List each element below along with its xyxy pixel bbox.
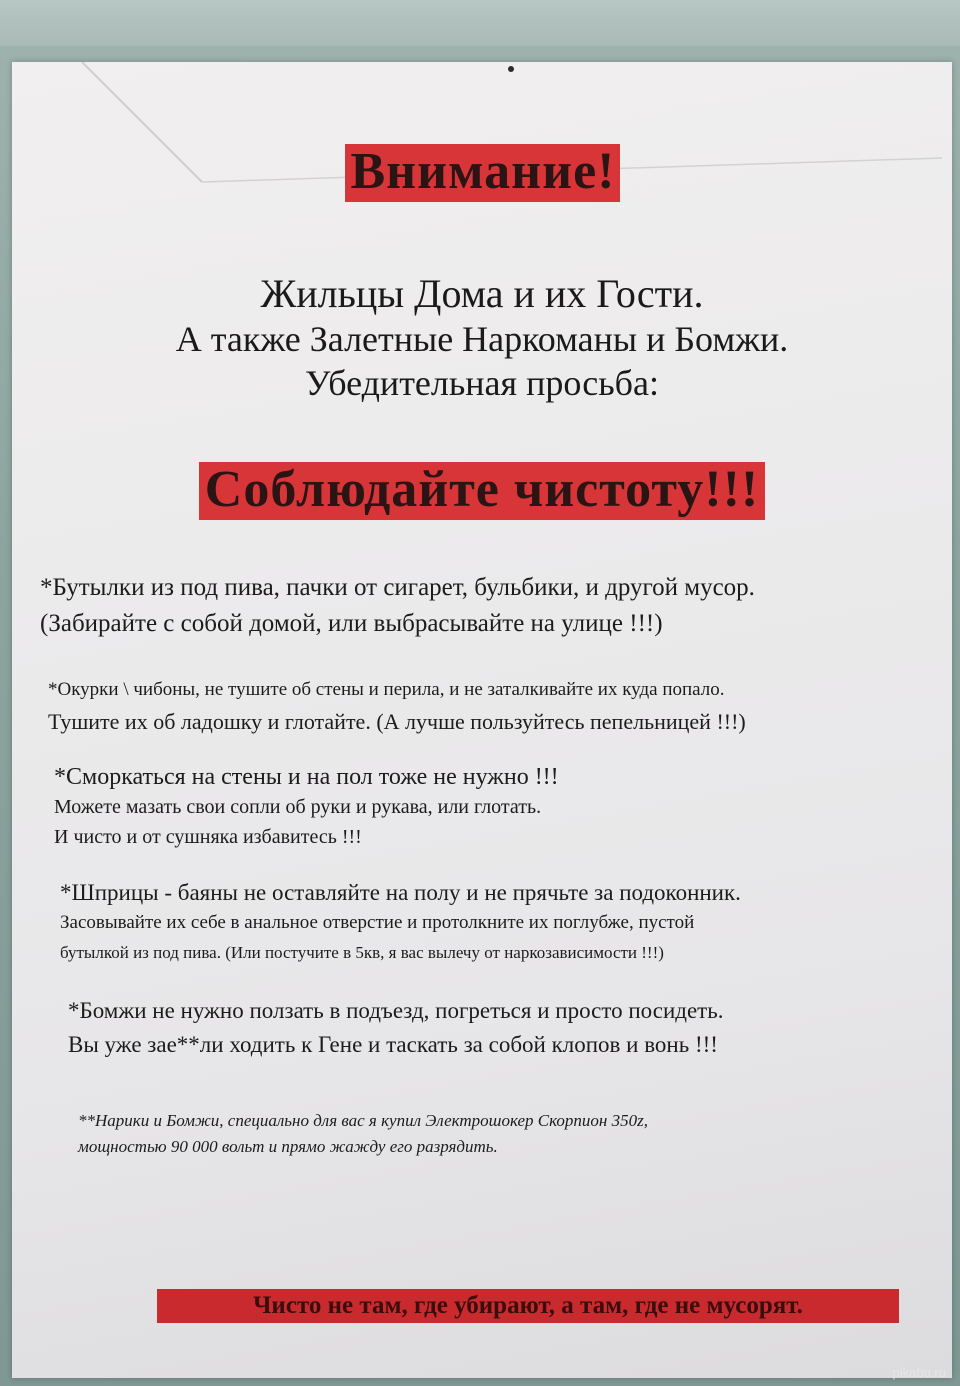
title-block <box>12 144 952 202</box>
watermark: pikabu.ru <box>892 1365 946 1380</box>
intro-line-3: Убедительная просьба: <box>305 362 659 403</box>
item-syringes-line-3: бутылкой из под пива. (Или постучите в 5кв, я вас вылечу от наркозависимости !!!) <box>60 943 664 962</box>
item-snot <box>54 762 559 852</box>
footnote <box>78 1108 648 1160</box>
item-syringes-line-2: Засовывайте их себе в анальное отверстие и протолкните их поглубже, пустой <box>60 912 695 933</box>
footnote-line-1: **Нарики и Бомжи, специально для вас я купил Электрошокер Скорпион 350z, <box>78 1111 648 1130</box>
bottom-banner: Чисто не там, где убирают, а там, где не мусорят. <box>157 1289 899 1323</box>
footnote-line-2: мощностью 90 000 вольт и прямо жажду его разрядить. <box>78 1137 498 1156</box>
item-homeless <box>68 994 723 1062</box>
item-butts <box>48 674 746 738</box>
item-snot-line-3: И чисто и от сушняка избавитесь !!! <box>54 826 362 848</box>
headline-banner: Соблюдайте чистоту!!! <box>199 462 765 520</box>
item-homeless-line-2: Вы уже зае**ли ходить к Гене и таскать за собой клопов и вонь !!! <box>68 1032 718 1057</box>
title-banner: Внимание! <box>345 144 620 202</box>
item-bottles-line-2: (Забирайте с собой домой, или выбрасывайте на улице !!!) <box>40 610 663 637</box>
item-snot-line-2: Можете мазать свои сопли об руки и рукава, или глотать. <box>54 796 542 818</box>
intro-line-2: А также Залетные Наркоманы и Бомжи. <box>175 319 789 359</box>
item-homeless-line-1: *Бомжи не нужно ползать в подъезд, погреться и просто посидеть. <box>68 998 724 1023</box>
pin-hole <box>508 66 514 72</box>
item-bottles-line-1: *Бутылки из под пива, пачки от сигарет, бульбики, и другой мусор. <box>40 574 755 601</box>
item-bottles <box>40 570 755 642</box>
wall-top-strip <box>0 0 960 46</box>
notice-paper <box>12 62 952 1378</box>
item-syringes-line-1: *Шприцы - баяны не оставляйте на полу и не прячьте за подоконник. <box>60 880 741 905</box>
item-snot-line-1: *Сморкаться на стены и на пол тоже не нужно !!! <box>54 764 559 790</box>
item-syringes <box>60 878 741 968</box>
item-butts-line-2: Тушите их об ладошку и глотайте. (А лучше пользуйтесь пепельницей !!!) <box>48 709 746 734</box>
intro-line-1: Жильцы Дома и их Гости. <box>260 271 704 316</box>
item-butts-line-1: *Окурки \ чибоны, не тушите об стены и перила, и не заталкивайте их куда попало. <box>48 679 725 700</box>
headline-block <box>12 462 952 520</box>
intro-block <box>12 272 952 403</box>
